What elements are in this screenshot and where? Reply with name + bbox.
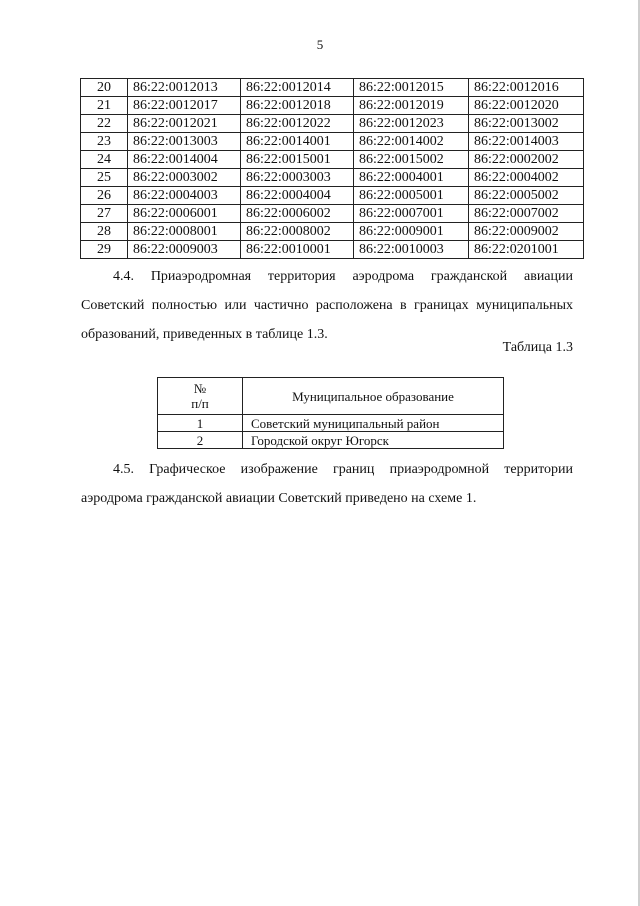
row-number: 26 — [81, 187, 128, 205]
cadastral-code: 86:22:0012015 — [354, 79, 469, 97]
cadastral-code: 86:22:0005002 — [469, 187, 584, 205]
cadastral-code: 86:22:0012016 — [469, 79, 584, 97]
cadastral-code: 86:22:0012014 — [241, 79, 354, 97]
municipalities-table — [157, 377, 504, 449]
cadastral-code: 86:22:0006001 — [128, 205, 241, 223]
cadastral-code: 86:22:0015001 — [241, 151, 354, 169]
row-number: 25 — [81, 169, 128, 187]
cadastral-code: 86:22:0015002 — [354, 151, 469, 169]
cadastral-code: 86:22:0004001 — [354, 169, 469, 187]
table-row — [81, 169, 584, 187]
cadastral-code: 86:22:0014001 — [241, 133, 354, 151]
cadastral-code: 86:22:0012017 — [128, 97, 241, 115]
cadastral-code: 86:22:0012023 — [354, 115, 469, 133]
cadastral-code: 86:22:0004003 — [128, 187, 241, 205]
cadastral-code: 86:22:0201001 — [469, 241, 584, 259]
table-row — [158, 432, 504, 449]
cadastral-code: 86:22:0013002 — [469, 115, 584, 133]
cadastral-code: 86:22:0004004 — [241, 187, 354, 205]
cadastral-code: 86:22:0008002 — [241, 223, 354, 241]
table-row — [158, 415, 504, 432]
cadastral-code: 86:22:0014002 — [354, 133, 469, 151]
table-row — [81, 115, 584, 133]
paragraph-4-4 — [81, 262, 573, 349]
paragraph-line: Советский полностью или частично расположена в границах муниципальных — [81, 298, 573, 313]
table-row — [81, 79, 584, 97]
header-number: № п/п — [158, 378, 243, 415]
table-row — [81, 97, 584, 115]
cadastral-code: 86:22:0003003 — [241, 169, 354, 187]
cadastral-code: 86:22:0012020 — [469, 97, 584, 115]
cadastral-code: 86:22:0007002 — [469, 205, 584, 223]
paragraph-line: 4.5. Графическое изображение границ приаэродромной территории — [113, 462, 573, 477]
paragraph-4-5 — [81, 455, 573, 513]
header-municipality: Муниципальное образование — [243, 378, 504, 415]
row-number: 27 — [81, 205, 128, 223]
table-row — [81, 133, 584, 151]
municipality-name: Советский муниципальный район — [243, 415, 504, 432]
cadastral-code: 86:22:0013003 — [128, 133, 241, 151]
cadastral-code: 86:22:0012013 — [128, 79, 241, 97]
cadastral-code: 86:22:0004002 — [469, 169, 584, 187]
table-header-row — [158, 378, 504, 415]
row-number: 29 — [81, 241, 128, 259]
cadastral-code: 86:22:0009001 — [354, 223, 469, 241]
table-caption: Таблица 1.3 — [502, 340, 573, 355]
cadastral-code: 86:22:0012019 — [354, 97, 469, 115]
cadastral-code: 86:22:0014003 — [469, 133, 584, 151]
paragraph-line: образований, приведенных в таблице 1.3. — [81, 327, 328, 342]
row-number: 20 — [81, 79, 128, 97]
row-number: 23 — [81, 133, 128, 151]
table-row — [81, 223, 584, 241]
cadastral-code: 86:22:0007001 — [354, 205, 469, 223]
cadastral-code: 86:22:0005001 — [354, 187, 469, 205]
page-number: 5 — [316, 37, 324, 52]
cadastral-code: 86:22:0012022 — [241, 115, 354, 133]
row-number: 1 — [158, 415, 243, 432]
paragraph-line: 4.4. Приаэродромная территория аэродрома гражданской авиации — [113, 269, 573, 284]
cadastral-code: 86:22:0012021 — [128, 115, 241, 133]
table-row — [81, 187, 584, 205]
cadastral-code: 86:22:0014004 — [128, 151, 241, 169]
row-number: 21 — [81, 97, 128, 115]
cadastral-code: 86:22:0008001 — [128, 223, 241, 241]
cadastral-code: 86:22:0006002 — [241, 205, 354, 223]
row-number: 28 — [81, 223, 128, 241]
paragraph-line: аэродрома гражданской авиации Советский приведено на схеме 1. — [81, 491, 477, 506]
table-row — [81, 151, 584, 169]
cadastral-code: 86:22:0010001 — [241, 241, 354, 259]
table-row — [81, 205, 584, 223]
cadastral-code: 86:22:0003002 — [128, 169, 241, 187]
municipality-name: Городской округ Югорск — [243, 432, 504, 449]
row-number: 2 — [158, 432, 243, 449]
cadastral-code: 86:22:0009003 — [128, 241, 241, 259]
table-row — [81, 241, 584, 259]
cadastral-code: 86:22:0010003 — [354, 241, 469, 259]
cadastral-code: 86:22:0012018 — [241, 97, 354, 115]
row-number: 24 — [81, 151, 128, 169]
cadastral-code: 86:22:0002002 — [469, 151, 584, 169]
row-number: 22 — [81, 115, 128, 133]
cadastral-codes-table — [80, 78, 584, 259]
cadastral-code: 86:22:0009002 — [469, 223, 584, 241]
